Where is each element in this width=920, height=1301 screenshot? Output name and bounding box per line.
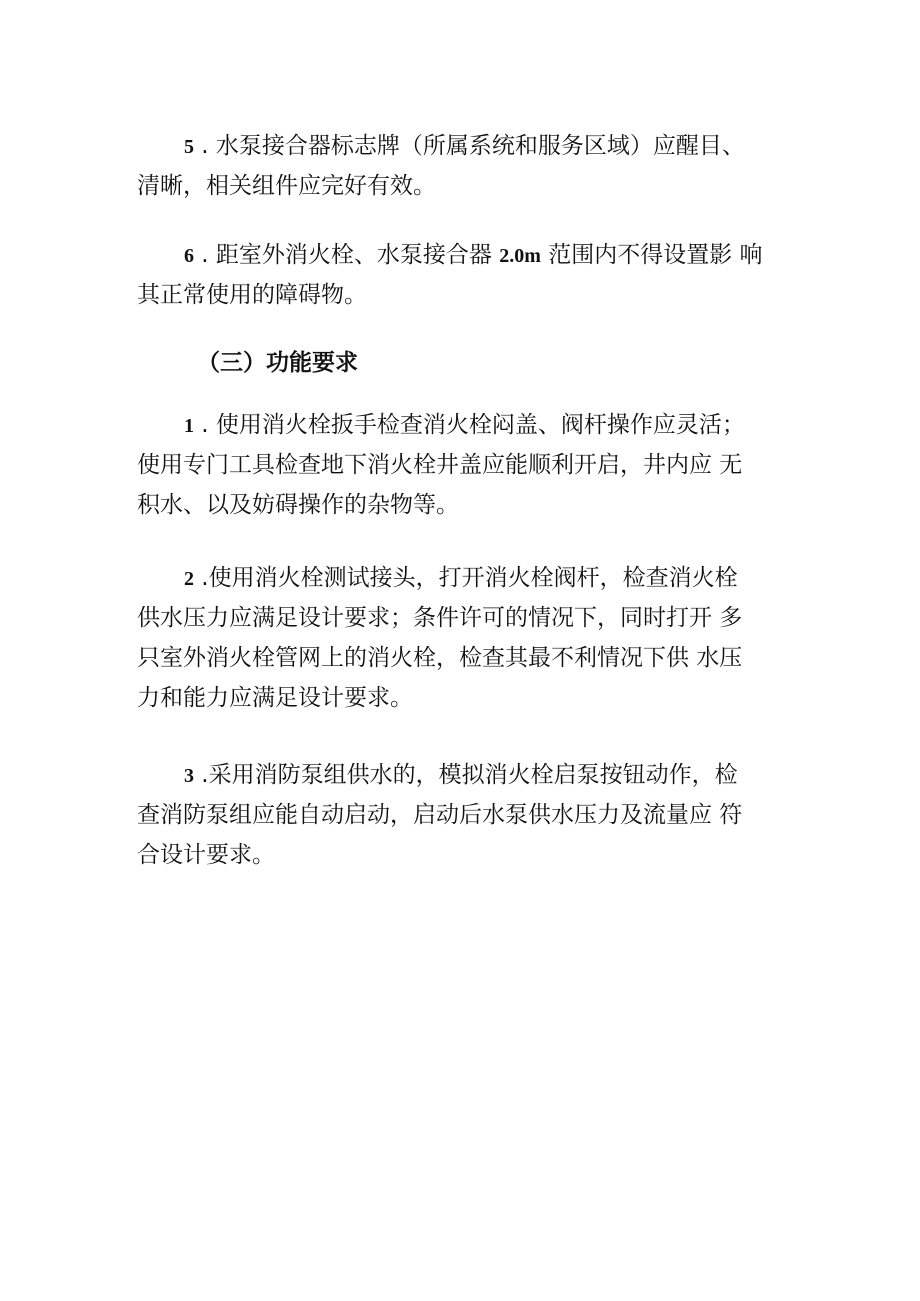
paragraph-line (137, 755, 787, 795)
paragraph-text: 供水压力应满足设计要求；条件许可的情况下，同时打开 多 (137, 605, 743, 631)
paragraph-line (137, 126, 787, 166)
paragraph-text: . 使用消火栓扳手检查消火栓闷盖、阀杆操作应灵活； (194, 412, 745, 438)
paragraph-text: 力和能力应满足设计要求。 (137, 685, 413, 711)
paragraph-line (137, 558, 787, 598)
paragraph-text: 合设计要求。 (137, 842, 275, 868)
paragraph-text: . 距室外消火栓、水泵接合器 (194, 242, 500, 268)
paragraph-text: 其正常使用的障碍物。 (137, 282, 367, 308)
paragraph-item-1 (137, 405, 787, 525)
item-number: 1 (184, 415, 194, 437)
paragraph-text: .采用消防泵组供水的，模拟消火栓启泵按钮动作，检 (194, 762, 738, 788)
paragraph-text: 范围内不得设置影 响 (540, 242, 763, 268)
paragraph-text: 积水、以及妨碍操作的杂物等。 (137, 492, 459, 518)
paragraph-text: . 水泵接合器标志牌（所属系统和服务区域）应醒目、 (194, 133, 745, 159)
distance-value: 2.0m (499, 245, 541, 267)
paragraph-line (137, 235, 787, 275)
paragraph-item-6 (137, 235, 787, 315)
paragraph-line (137, 405, 787, 445)
paragraph-text: 只室外消火栓管网上的消火栓，检查其最不利情况下供 水压 (137, 645, 743, 671)
paragraph-text: 使用专门工具检查地下消火栓井盖应能顺利开启，井内应 无 (137, 452, 743, 478)
paragraph-item-2 (137, 558, 787, 718)
paragraph-text: .使用消火栓测试接头，打开消火栓阀杆，检查消火栓 (194, 565, 738, 591)
item-number: 5 (184, 136, 194, 158)
item-number: 3 (184, 765, 194, 787)
item-number: 6 (184, 245, 194, 267)
paragraph-item-5 (137, 126, 787, 206)
paragraph-text: 查消防泵组应能自动启动，启动后水泵供水压力及流量应 符 (137, 802, 743, 828)
paragraph-text: 清晰，相关组件应完好有效。 (137, 173, 436, 199)
section-heading: （三）功能要求 (197, 350, 358, 376)
item-number: 2 (184, 568, 194, 590)
paragraph-item-3 (137, 755, 787, 875)
